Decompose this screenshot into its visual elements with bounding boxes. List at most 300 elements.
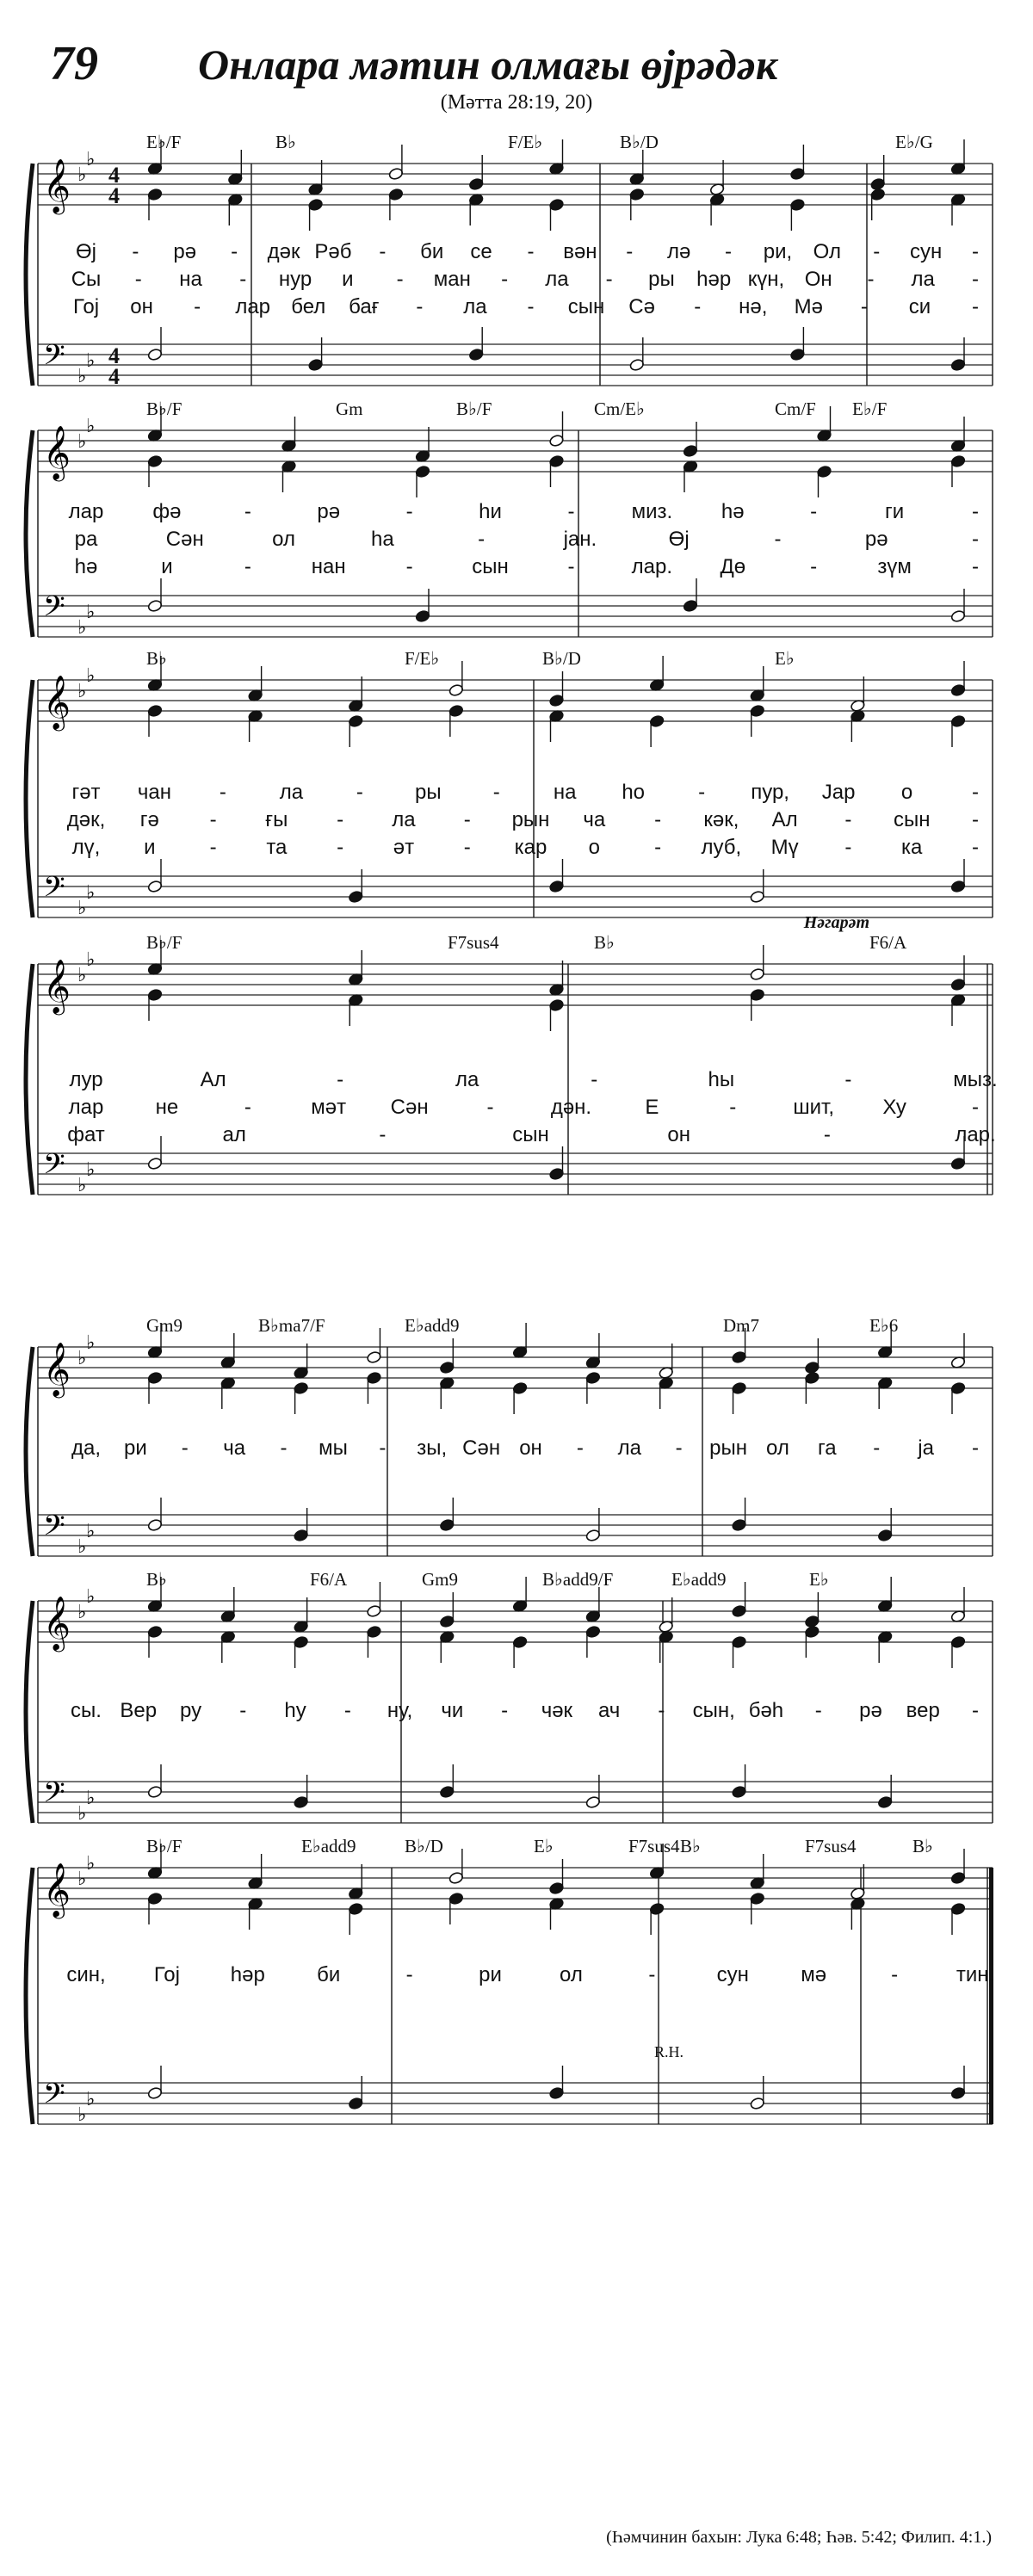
system-brace [26, 1347, 33, 1556]
bass-clef: 𝄢 [43, 590, 65, 630]
lyric-syllable: ла [392, 808, 416, 831]
lyric-syllable: сун [909, 240, 943, 263]
bass-clef: 𝄢 [43, 1776, 65, 1816]
lyric-syllable: Сы [71, 268, 102, 291]
chord-symbol: F7sus4 [628, 1836, 680, 1856]
soprano-note [367, 1604, 382, 1617]
bass-note [750, 2097, 765, 2110]
lyric-syllable: - [972, 1699, 979, 1722]
alto-note [750, 704, 765, 717]
lyric-syllable: - [244, 500, 251, 523]
treble-clef: 𝄞 [43, 158, 71, 213]
lyric-syllable: - [405, 555, 413, 578]
lyric-syllable: та [266, 836, 288, 859]
lyric-syllable: рын [511, 808, 550, 831]
lyric-syllable: һы [708, 1068, 735, 1091]
key-flat-icon: ♭ [77, 1174, 87, 1195]
bass-note [585, 1529, 601, 1541]
soprano-note [950, 978, 966, 991]
lyric-syllable: мы [319, 1436, 348, 1460]
lyric-syllable: - [972, 808, 979, 831]
lyric-syllable: һә [74, 555, 98, 578]
lyric-syllable: - [567, 555, 575, 578]
chord-symbol: B♭/F [456, 398, 492, 419]
lyric-syllable: вер [906, 1699, 940, 1722]
chord-symbol: Gm9 [422, 1569, 458, 1590]
lyric-syllable: Јар [821, 781, 856, 804]
lyric-syllable: - [337, 1068, 344, 1091]
lyric-syllable: һәр [696, 268, 732, 291]
soprano-note [448, 1871, 464, 1884]
bass-note [950, 609, 966, 622]
lyric-syllable: - [463, 836, 471, 859]
alto-note [950, 1635, 966, 1648]
lyric-syllable: ра [74, 528, 98, 551]
lyric-syllable: ал [222, 1123, 246, 1146]
lyric-syllable: бәһ [748, 1699, 784, 1722]
lyric-syllable: - [972, 1436, 979, 1460]
alto-note [147, 704, 163, 717]
alto-note [950, 1381, 966, 1394]
lyric-syllable: - [626, 240, 634, 263]
lyric-syllable: - [972, 295, 979, 318]
key-flat-icon: ♭ [77, 1535, 87, 1557]
alto-note [147, 454, 163, 467]
lyric-syllable: Мү [770, 836, 799, 859]
lyric-syllable: - [725, 240, 733, 263]
soprano-note [549, 694, 565, 707]
lyric-syllable: - [844, 836, 852, 859]
treble-clef: 𝄞 [43, 1342, 71, 1396]
bass-note [147, 1785, 163, 1798]
lyric-syllable: га [818, 1436, 837, 1460]
soprano-note [804, 1615, 820, 1628]
lyric-syllable: лә [666, 240, 691, 263]
chord-symbol: B♭ [594, 932, 615, 953]
lyric-syllable: Сән [165, 528, 204, 551]
lyric-syllable: - [844, 1068, 852, 1091]
lyric-syllable: ол [272, 528, 295, 551]
final-barline [989, 1868, 993, 2124]
section-marking: Нәгарәт [803, 913, 869, 932]
chord-symbol: B♭ma7/F [258, 1315, 325, 1336]
lyric-syllable: ғы [265, 808, 288, 831]
lyric-syllable: - [694, 295, 702, 318]
lyric-syllable: лар [68, 500, 104, 523]
lyric-syllable: лар. [955, 1123, 996, 1146]
treble-clef: 𝄞 [43, 959, 71, 1013]
lyric-syllable: син, [66, 1963, 106, 1986]
bass-note [147, 348, 163, 361]
lyric-syllable: о [900, 781, 913, 804]
lyric-syllable: јан. [563, 528, 597, 551]
bass-note [549, 2086, 565, 2099]
lyric-syllable: - [867, 268, 875, 291]
lyric-syllable: - [280, 1436, 288, 1460]
key-flat-icon: ♭ [86, 148, 96, 170]
lyric-syllable: - [492, 781, 500, 804]
lyric-syllable: - [239, 1699, 247, 1722]
lyric-syllable: әт [393, 836, 415, 859]
bass-note [415, 609, 430, 622]
alto-note [294, 1381, 309, 1394]
lyric-syllable: - [810, 500, 818, 523]
alto-note [448, 1892, 464, 1905]
chord-symbol: B♭/D [405, 1836, 443, 1856]
lyric-syllable: Ал [771, 808, 798, 831]
alto-note [549, 454, 565, 467]
lyric-syllable: - [396, 268, 404, 291]
hymn-number: 79 [50, 37, 98, 90]
lyric-syllable: - [527, 295, 535, 318]
alto-note [732, 1381, 747, 1394]
bass-note [789, 348, 805, 361]
lyric-syllable: ры [415, 781, 442, 804]
lyric-syllable: Вер [120, 1699, 158, 1722]
chord-symbol: E♭add9 [405, 1315, 460, 1336]
soprano-note [950, 683, 966, 696]
lyric-syllable: - [654, 808, 662, 831]
lyric-syllable: чи [441, 1699, 464, 1722]
bass-staff [38, 1153, 993, 1195]
chord-symbol: E♭6 [869, 1315, 899, 1336]
lyric-syllable: мә [801, 1963, 827, 1986]
key-flat-icon: ♭ [86, 881, 96, 903]
chord-symbol: F/E♭ [405, 648, 440, 669]
chord-symbol: F6/A [869, 932, 907, 953]
lyric-syllable: - [810, 555, 818, 578]
soprano-note [549, 1881, 565, 1894]
key-flat-icon: ♭ [86, 1585, 96, 1607]
soprano-note [804, 1361, 820, 1374]
lyric-syllable: рә [864, 528, 888, 551]
lyric-syllable: - [891, 1963, 899, 1986]
bass-note [348, 2097, 363, 2110]
lyric-syllable: һу [284, 1699, 306, 1722]
soprano-note [549, 434, 565, 447]
key-flat-icon: ♭ [77, 1802, 87, 1824]
lyric-syllable: - [654, 836, 662, 859]
chord-symbol: B♭/F [146, 932, 182, 953]
lyric-syllable: Сә [628, 295, 655, 318]
lyric-syllable: - [873, 240, 881, 263]
treble-clef: 𝄞 [43, 675, 71, 729]
key-flat-icon: ♭ [86, 948, 96, 970]
lyric-syllable: ол [560, 1963, 583, 1986]
lyric-syllable: нан [311, 555, 346, 578]
bass-clef: 𝄢 [43, 871, 65, 911]
system-brace [26, 964, 33, 1195]
lyric-syllable: - [379, 1123, 387, 1146]
soprano-note [789, 167, 805, 180]
chord-symbol: E♭/G [895, 132, 933, 152]
chord-symbol: B♭ [680, 1836, 701, 1856]
bass-staff [38, 2083, 993, 2124]
lyric-syllable: ла [545, 268, 569, 291]
time-signature: 4 [108, 183, 120, 208]
lyric-syllable: он [130, 295, 153, 318]
alto-note [367, 1625, 382, 1638]
chord-symbol: E♭add9 [671, 1569, 727, 1590]
bass-staff [38, 1782, 993, 1823]
lyric-syllable: - [972, 781, 979, 804]
lyric-syllable: си [908, 295, 931, 318]
lyric-syllable: миз. [631, 500, 673, 523]
lyric-syllable: не [155, 1096, 179, 1119]
bass-note [585, 1795, 601, 1808]
key-flat-icon: ♭ [86, 601, 96, 622]
alto-note [147, 188, 163, 201]
lyric-syllable: луб, [701, 836, 742, 859]
lyric-syllable: - [591, 1068, 598, 1091]
lyric-syllable: - [209, 836, 217, 859]
lyric-syllable: лар. [631, 555, 673, 578]
soprano-note [439, 1361, 455, 1374]
lyric-syllable: чәк [541, 1699, 573, 1722]
lyric-syllable: - [576, 1436, 584, 1460]
chord-symbol: B♭ [146, 1569, 167, 1590]
lyric-syllable: сын [472, 555, 509, 578]
lyric-syllable: ру [179, 1699, 202, 1722]
lyric-syllable: бағ [349, 295, 380, 318]
lyric-syllable: һи [479, 500, 502, 523]
lyric-syllable: гә [139, 808, 159, 831]
lyric-syllable: Дө [720, 555, 746, 578]
bass-note [950, 880, 966, 893]
lyric-syllable: и [342, 268, 354, 291]
key-flat-icon: ♭ [86, 1852, 96, 1874]
lyric-syllable: на [553, 781, 577, 804]
alto-note [629, 188, 645, 201]
alto-note [448, 704, 464, 717]
bass-note [877, 1795, 893, 1808]
lyric-syllable: кар [514, 836, 547, 859]
system-brace [26, 1601, 33, 1823]
lyric-syllable: би [420, 240, 444, 263]
lyric-syllable: - [194, 295, 201, 318]
lyric-syllable: сун [716, 1963, 749, 1986]
lyric-syllable: лар [68, 1096, 104, 1119]
lyric-syllable: сын [567, 295, 605, 318]
lyric-syllable: - [501, 268, 509, 291]
alto-note [750, 988, 765, 1001]
lyric-syllable: сын, [692, 1699, 735, 1722]
lyric-syllable: нә, [739, 295, 768, 318]
alto-note [512, 1635, 528, 1648]
lyric-syllable: ла [455, 1068, 479, 1091]
alto-note [512, 1381, 528, 1394]
key-flat-icon: ♭ [77, 1601, 87, 1622]
lyric-syllable: Сән [462, 1436, 501, 1460]
lyric-syllable: зы, [417, 1436, 448, 1460]
alto-note [147, 1371, 163, 1384]
key-flat-icon: ♭ [77, 1868, 87, 1889]
alto-note [549, 998, 565, 1011]
treble-clef: 𝄞 [43, 1596, 71, 1650]
lyric-syllable: мыз. [953, 1068, 998, 1091]
key-flat-icon: ♭ [77, 430, 87, 452]
bass-clef: 𝄢 [43, 339, 65, 379]
lyric-syllable: - [239, 268, 247, 291]
lyric-syllable: ну, [387, 1699, 413, 1722]
system-brace [26, 164, 33, 386]
bass-note [294, 1529, 309, 1541]
chord-symbol: Dm7 [723, 1315, 759, 1336]
alto-note [789, 198, 805, 211]
lyric-syllable: - [379, 1436, 387, 1460]
lyric-syllable: - [463, 808, 471, 831]
lyric-syllable: - [337, 836, 344, 859]
alto-note [585, 1625, 601, 1638]
lyric-syllable: Гој [153, 1963, 180, 1986]
key-flat-icon: ♭ [86, 1331, 96, 1353]
lyric-syllable: Ху [882, 1096, 906, 1119]
key-flat-icon: ♭ [86, 2088, 96, 2110]
chord-symbol: B♭/D [542, 648, 581, 669]
chord-symbol: E♭add9 [301, 1836, 356, 1856]
key-flat-icon: ♭ [86, 349, 96, 371]
lyric-syllable: - [823, 1123, 831, 1146]
time-signature: 4 [108, 163, 120, 188]
time-signature: 4 [108, 364, 120, 389]
bass-note [877, 1529, 893, 1541]
lyric-syllable: и [144, 836, 156, 859]
lyric-syllable: ла [463, 295, 487, 318]
lyric-syllable: ла [911, 268, 935, 291]
chord-symbol: B♭/F [146, 1836, 182, 1856]
chord-symbol: E♭/F [146, 132, 182, 152]
chord-symbol: B♭ [275, 132, 296, 152]
soprano-note [732, 1350, 747, 1363]
soprano-note [439, 1615, 455, 1628]
alto-note [804, 1371, 820, 1384]
lyric-syllable: - [244, 555, 251, 578]
bass-note [732, 1785, 747, 1798]
bass-staff [38, 596, 993, 637]
chord-symbol: B♭add9/F [542, 1569, 614, 1590]
lyric-syllable: на [179, 268, 202, 291]
treble-staff [38, 680, 993, 721]
lyric-syllable: - [486, 1096, 494, 1119]
lyric-syllable: и [161, 555, 173, 578]
key-flat-icon: ♭ [86, 415, 96, 436]
lyric-syllable: Гој [72, 295, 100, 318]
lyric-syllable: фә [152, 500, 182, 523]
lyric-syllable: - [844, 808, 852, 831]
key-flat-icon: ♭ [77, 616, 87, 638]
treble-staff [38, 430, 993, 472]
lyric-syllable: дән. [550, 1096, 592, 1119]
chord-symbol: F/E♭ [508, 132, 543, 152]
lyric-syllable: ри [124, 1436, 147, 1460]
lyric-syllable: ча [223, 1436, 246, 1460]
lyric-syllable: Өј [668, 528, 690, 551]
bass-note [950, 1157, 966, 1170]
bass-staff [38, 876, 993, 917]
lyric-syllable: - [648, 1963, 656, 1986]
key-flat-icon: ♭ [77, 964, 87, 985]
bass-clef: 𝄢 [43, 1510, 65, 1549]
bass-clef: 𝄢 [43, 1148, 65, 1188]
lyric-syllable: һә [721, 500, 745, 523]
alto-note [348, 714, 363, 727]
treble-clef: 𝄞 [43, 425, 71, 479]
lyric-syllable: он [667, 1123, 690, 1146]
chord-symbol: Cm/F [775, 398, 816, 419]
bass-note [468, 348, 484, 361]
lyric-syllable: - [972, 528, 979, 551]
lyric-syllable: - [356, 781, 363, 804]
lyric-syllable: рын [709, 1436, 747, 1460]
lyric-syllable: - [244, 1096, 251, 1119]
chord-symbol: F6/A [310, 1569, 348, 1590]
lyric-syllable: рә [173, 240, 197, 263]
lyric-syllable: һа [370, 528, 394, 551]
alto-note [750, 1892, 765, 1905]
bass-note [147, 2086, 163, 2099]
bass-note [549, 880, 565, 893]
lyric-syllable: ка [901, 836, 923, 859]
lyric-syllable: дәк [267, 240, 300, 263]
lyric-syllable: ла [279, 781, 304, 804]
key-flat-icon: ♭ [86, 1520, 96, 1541]
bass-staff [38, 1515, 993, 1556]
lyric-syllable: - [605, 268, 613, 291]
lyric-syllable: - [478, 528, 486, 551]
scripture-reference: (Мәтта 28:19, 20) [440, 91, 593, 114]
key-flat-icon: ♭ [86, 1158, 96, 1180]
alto-note [348, 1902, 363, 1915]
bass-staff [38, 344, 993, 386]
soprano-note [870, 177, 886, 190]
chord-symbol: B♭/F [146, 398, 182, 419]
treble-clef: 𝄞 [43, 1863, 71, 1917]
lyric-syllable: пур, [751, 781, 789, 804]
lyric-syllable: - [972, 836, 979, 859]
lyric-syllable: да, [71, 1436, 102, 1460]
alto-note [585, 1371, 601, 1384]
lyric-syllable: фат [67, 1123, 105, 1146]
lyric-syllable: ры [648, 268, 675, 291]
bass-note [147, 1157, 163, 1170]
bass-note [629, 358, 645, 371]
alto-note [415, 465, 430, 478]
lyric-syllable: Мә [794, 295, 823, 318]
soprano-note [468, 177, 484, 190]
lyric-syllable: сы. [71, 1699, 102, 1722]
lyric-syllable: кәк, [703, 808, 739, 831]
lyric-syllable: о [588, 836, 600, 859]
lyric-syllable: - [379, 240, 387, 263]
alto-note [950, 714, 966, 727]
soprano-note [750, 967, 765, 980]
chord-symbol: Gm9 [146, 1315, 182, 1336]
lyric-syllable: дәк, [66, 808, 106, 831]
lyric-syllable: гәт [71, 781, 101, 804]
lyric-syllable: ри, [763, 240, 793, 263]
alto-note [649, 1902, 665, 1915]
lyric-syllable: - [219, 781, 226, 804]
lyric-syllable: бел [291, 295, 326, 318]
lyric-syllable: - [134, 268, 142, 291]
lyric-syllable: сын [893, 808, 931, 831]
lyric-syllable: тин. [956, 1963, 995, 1986]
alto-note [732, 1635, 747, 1648]
alto-note [950, 454, 966, 467]
soprano-note [732, 1604, 747, 1617]
chord-symbol: F7sus4 [805, 1836, 857, 1856]
treble-staff [38, 164, 993, 205]
